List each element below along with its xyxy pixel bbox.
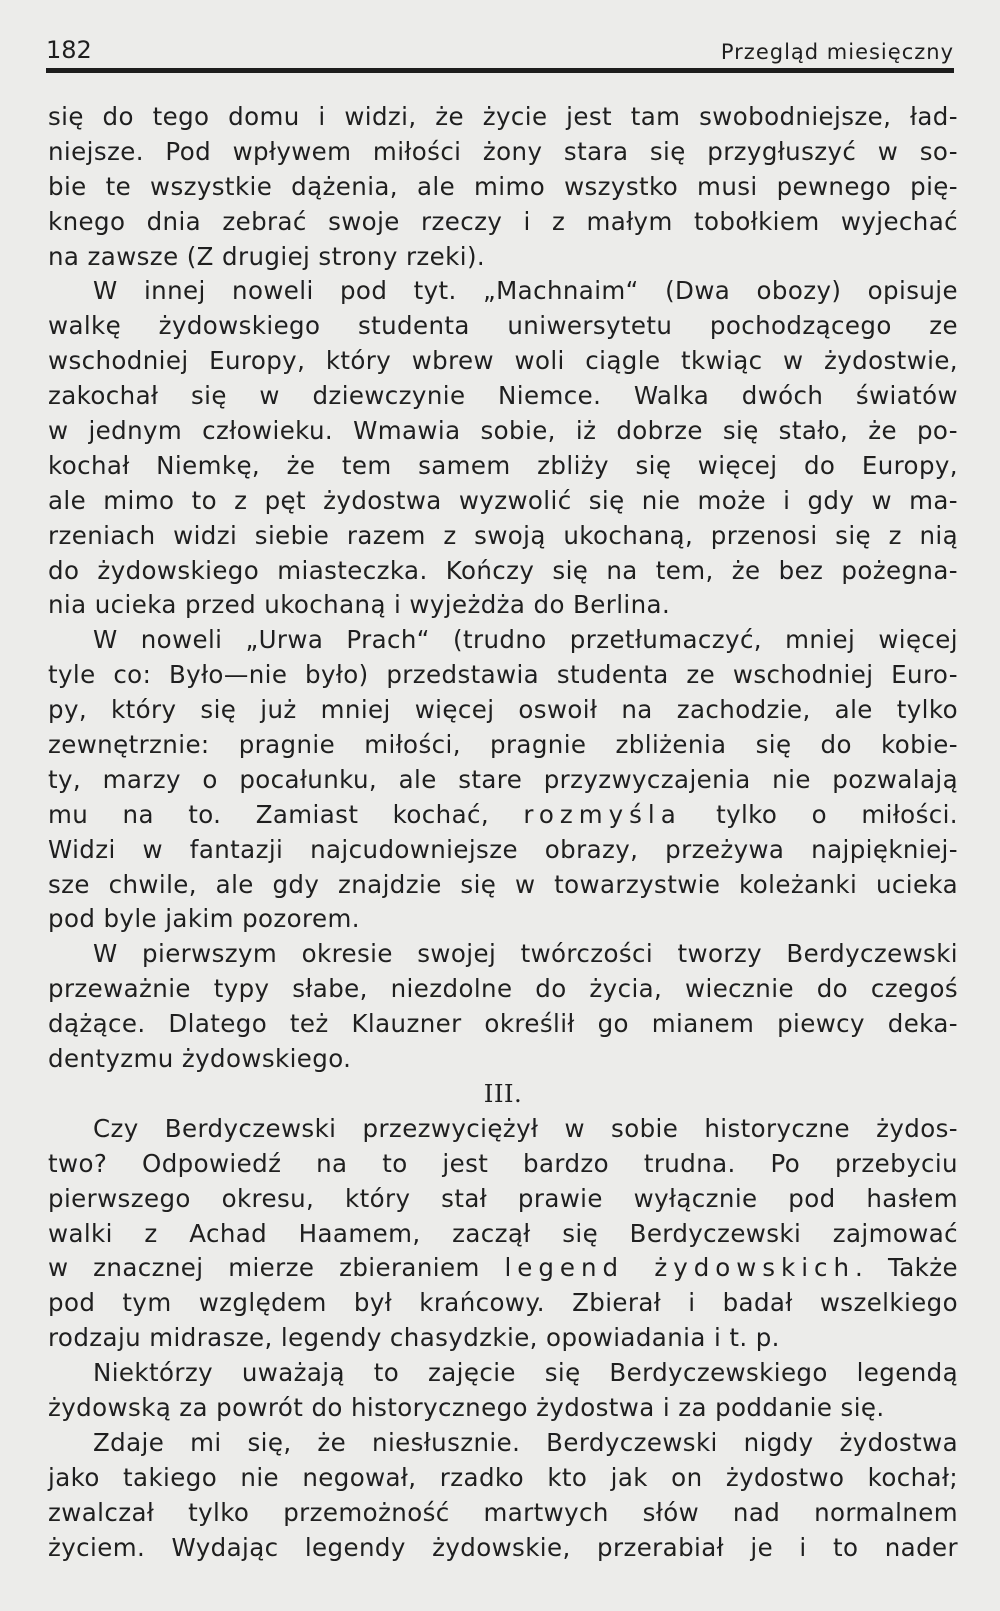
text-line [48, 1182, 958, 1217]
line-text: Zdaje mi się, że niesłusznie. Berdyczewski nigdy żydostwa [93, 1427, 958, 1457]
text-line [48, 1147, 958, 1182]
line-text: bie te wszystkie dążenia, ale mimo wszystko musi pewnego pię- [48, 171, 958, 201]
text-line [48, 1217, 958, 1252]
line-text: walki z Achad Haamem, zaczął się Berdyczewski zajmować [48, 1218, 958, 1248]
text-line [48, 1356, 958, 1391]
text-line [48, 1321, 958, 1356]
line-text: wschodniej Europy, który wbrew woli ciągle tkwiąc w żydostwie, [48, 346, 958, 376]
line-text: pod tym względem był krańcowy. Zbierał i badał wszelkiego [48, 1288, 958, 1318]
line-text: dentyzmu żydowskiego. [48, 1044, 352, 1074]
text-line [48, 274, 958, 309]
text-line [48, 798, 958, 833]
header-rule [46, 68, 954, 73]
line-text: ale mimo to z pęt żydostwa wyzwolić się nie może i gdy w ma- [48, 485, 958, 515]
text-line [48, 833, 958, 868]
text-line [48, 100, 958, 135]
text-line [48, 763, 958, 798]
text-line [48, 135, 958, 170]
line-text: III. [483, 1078, 523, 1108]
spaced-emphasis: legend żydowskich [504, 1253, 856, 1283]
text-line [48, 484, 958, 519]
line-text: tyle co: Było—nie było) przedstawia studenta ze wschodniej Euro- [48, 660, 958, 690]
line-text: na zawsze (Z drugiej strony rzeki). [48, 241, 486, 271]
body-text [48, 100, 958, 1565]
line-text: jako takiego nie negował, rzadko kto jak on żydostwo kochał; [48, 1462, 958, 1492]
line-text: pierwszego okresu, który stał prawie wyłącznie pod hasłem [48, 1183, 958, 1213]
line-text: przeważnie typy słabe, niezdolne do życia, wiecznie do czegoś [48, 974, 958, 1004]
line-text: zewnętrznie: pragnie miłości, pragnie zbliżenia się do kobie- [48, 730, 958, 760]
text-line [48, 588, 958, 623]
text-line [48, 170, 958, 205]
line-text: Widzi w fantazji najcudowniejsze obrazy, przeżywa najpiękniej- [48, 834, 958, 864]
line-text: Czy Berdyczewski przezwyciężył w sobie historyczne żydos- [93, 1113, 958, 1143]
line-text: sze chwile, ale gdy znajdzie się w towarzystwie koleżanki ucieka [48, 869, 958, 899]
line-text: niejsze. Pod wpływem miłości żony stara się przygłuszyć w so- [48, 136, 958, 166]
line-text: walkę żydowskiego studenta uniwersytetu pochodzącego ze [48, 311, 958, 341]
line-text: . Także [855, 1253, 958, 1283]
text-line [48, 902, 958, 937]
line-text: zakochał się w dziewczynie Niemce. Walka dwóch światów [48, 381, 958, 411]
text-line [48, 1531, 958, 1566]
text-line [48, 1461, 958, 1496]
text-line [48, 1007, 958, 1042]
line-text: kochał Niemkę, że tem samem zbliży się więcej do Europy, [48, 450, 958, 480]
line-text: Niektórzy uważają to zajęcie się Berdyczewskiego legendą [93, 1358, 958, 1388]
line-text: ty, marzy o pocałunku, ale stare przyzwyczajenia nie pozwalają [48, 764, 958, 794]
line-text: knego dnia zebrać swoje rzeczy i z małym tobołkiem wyjechać [48, 206, 958, 236]
text-line [48, 728, 958, 763]
line-text: dążące. Dlatego też Klauzner określił go mianem piewcy deka- [48, 1009, 958, 1039]
line-text: W innej noweli pod tyt. „Machnaim“ (Dwa obozy) opisuje [93, 276, 958, 306]
text-line [48, 449, 958, 484]
line-text: pod byle jakim pozorem. [48, 904, 360, 934]
line-text: rzeniach widzi siebie razem z swoją ukochaną, przenosi się z nią [48, 520, 958, 550]
running-header [46, 36, 954, 66]
line-text: do żydowskiego miasteczka. Kończy się na tem, że bez pożegna- [48, 555, 958, 585]
text-line [48, 693, 958, 728]
text-line [48, 554, 958, 589]
spaced-emphasis: rozmyśla [523, 799, 682, 829]
section-heading [48, 1077, 958, 1112]
text-line [48, 1426, 958, 1461]
line-text: nia ucieka przed ukochaną i wyjeżdża do Berlina. [48, 590, 671, 620]
text-line [48, 205, 958, 240]
text-line [48, 623, 958, 658]
line-text: się do tego domu i widzi, że życie jest tam swobodniejsze, ład- [48, 102, 958, 131]
text-line [48, 1251, 958, 1286]
text-line [48, 240, 958, 275]
text-line [48, 937, 958, 972]
text-line [48, 1042, 958, 1077]
text-line [48, 972, 958, 1007]
text-line [48, 658, 958, 693]
text-line [48, 309, 958, 344]
line-text: W pierwszym okresie swojej twórczości tworzy Berdyczewski [93, 939, 958, 969]
line-text: zwalczał tylko przemożność martwych słów nad normalnem [48, 1497, 958, 1527]
text-line [48, 1286, 958, 1321]
running-title: Przegląd miesięczny [720, 40, 954, 64]
line-text: py, który się już mniej więcej oswoił na zachodzie, ale tylko [48, 695, 958, 725]
line-text: mu na to. Zamiast kochać, [48, 799, 524, 829]
line-text: two? Odpowiedź na to jest bardzo trudna. Po przebyciu [48, 1148, 958, 1178]
text-line [48, 344, 958, 379]
line-text: w znacznej mierze zbieraniem [48, 1253, 505, 1283]
text-line [48, 1391, 958, 1426]
text-line [48, 1112, 958, 1147]
line-text: tylko o miłości. [681, 799, 958, 829]
text-line [48, 519, 958, 554]
line-text: rodzaju midrasze, legendy chasydzkie, opowiadania i t. p. [48, 1323, 780, 1353]
line-text: W noweli „Urwa Prach“ (trudno przetłumaczyć, mniej więcej [93, 625, 958, 655]
text-line [48, 379, 958, 414]
line-text: w jednym człowieku. Wmawia sobie, iż dobrze się stało, że po- [48, 416, 958, 446]
text-line [48, 868, 958, 903]
line-text: życiem. Wydając legendy żydowskie, przerabiał je i to nader [48, 1532, 958, 1562]
page-number: 182 [46, 36, 92, 64]
line-text: żydowską za powrót do historycznego żydostwa i za poddanie się. [48, 1392, 885, 1422]
text-line [48, 414, 958, 449]
text-line [48, 1496, 958, 1531]
